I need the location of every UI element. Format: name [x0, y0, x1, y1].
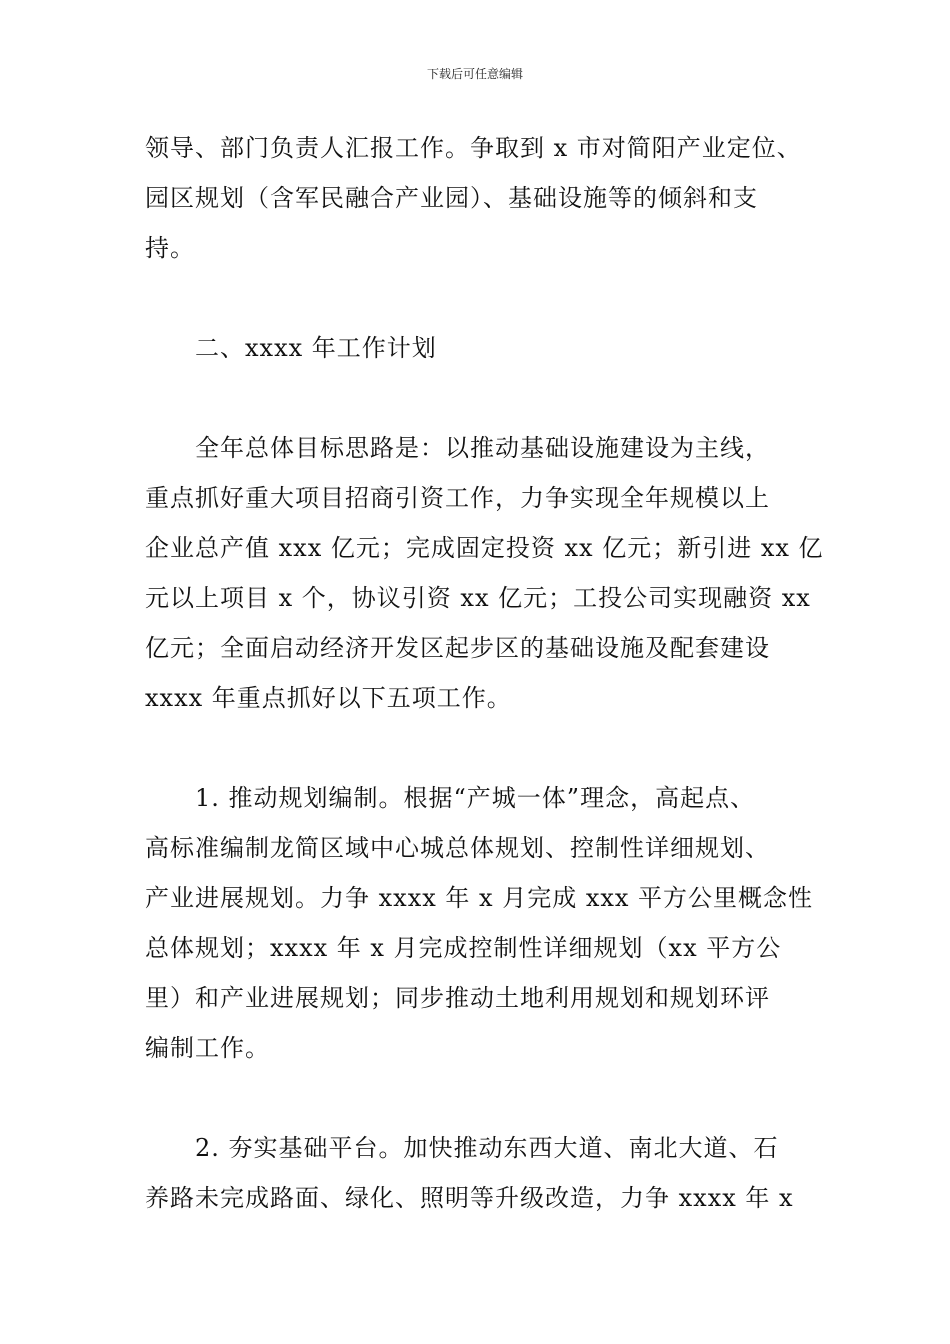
text-line: 园区规划（含军民融合产业园）、基础设施等的倾斜和支	[145, 184, 758, 212]
text-line: 产业进展规划。力争 xxxx 年 x 月完成 xxx 平方公里概念性	[145, 884, 814, 912]
text-line: 里）和产业进展规划；同步推动土地利用规划和规划环评	[145, 984, 770, 1012]
text-line: 企业总产值 xxx 亿元；完成固定投资 xx 亿元；新引进 xx 亿	[145, 534, 824, 562]
section-heading: 二、xxxx 年工作计划	[195, 334, 437, 362]
text-line: 重点抓好重大项目招商引资工作，力争实现全年规模以上	[145, 484, 770, 512]
text-line: 总体规划；xxxx 年 x 月完成控制性详细规划（xx 平方公	[145, 934, 782, 962]
text-line: 元以上项目 x 个，协议引资 xx 亿元；工投公司实现融资 xx	[145, 584, 811, 612]
text-line: 高标准编制龙简区域中心城总体规划、控制性详细规划、	[145, 834, 770, 862]
page-header: 下载后可任意编辑	[426, 67, 523, 81]
text-line: 养路未完成路面、绿化、照明等升级改造，力争 xxxx 年 x	[145, 1184, 794, 1212]
text-line: 亿元；全面启动经济开发区起步区的基础设施及配套建设	[145, 634, 770, 662]
text-line: 领导、部门负责人汇报工作。争取到 x 市对简阳产业定位、	[145, 134, 802, 162]
list-item-1-first-line: 1. 推动规划编制。根据“产城一体”理念，高起点、	[195, 784, 756, 812]
text-line: 编制工作。	[145, 1034, 270, 1062]
list-item-2-first-line: 2. 夯实基础平台。加快推动东西大道、南北大道、石	[195, 1134, 779, 1162]
text-line: xxxx 年重点抓好以下五项工作。	[145, 684, 512, 712]
text-line: 持。	[145, 234, 195, 262]
paragraph-first-line: 全年总体目标思路是：以推动基础设施建设为主线，	[195, 434, 770, 462]
